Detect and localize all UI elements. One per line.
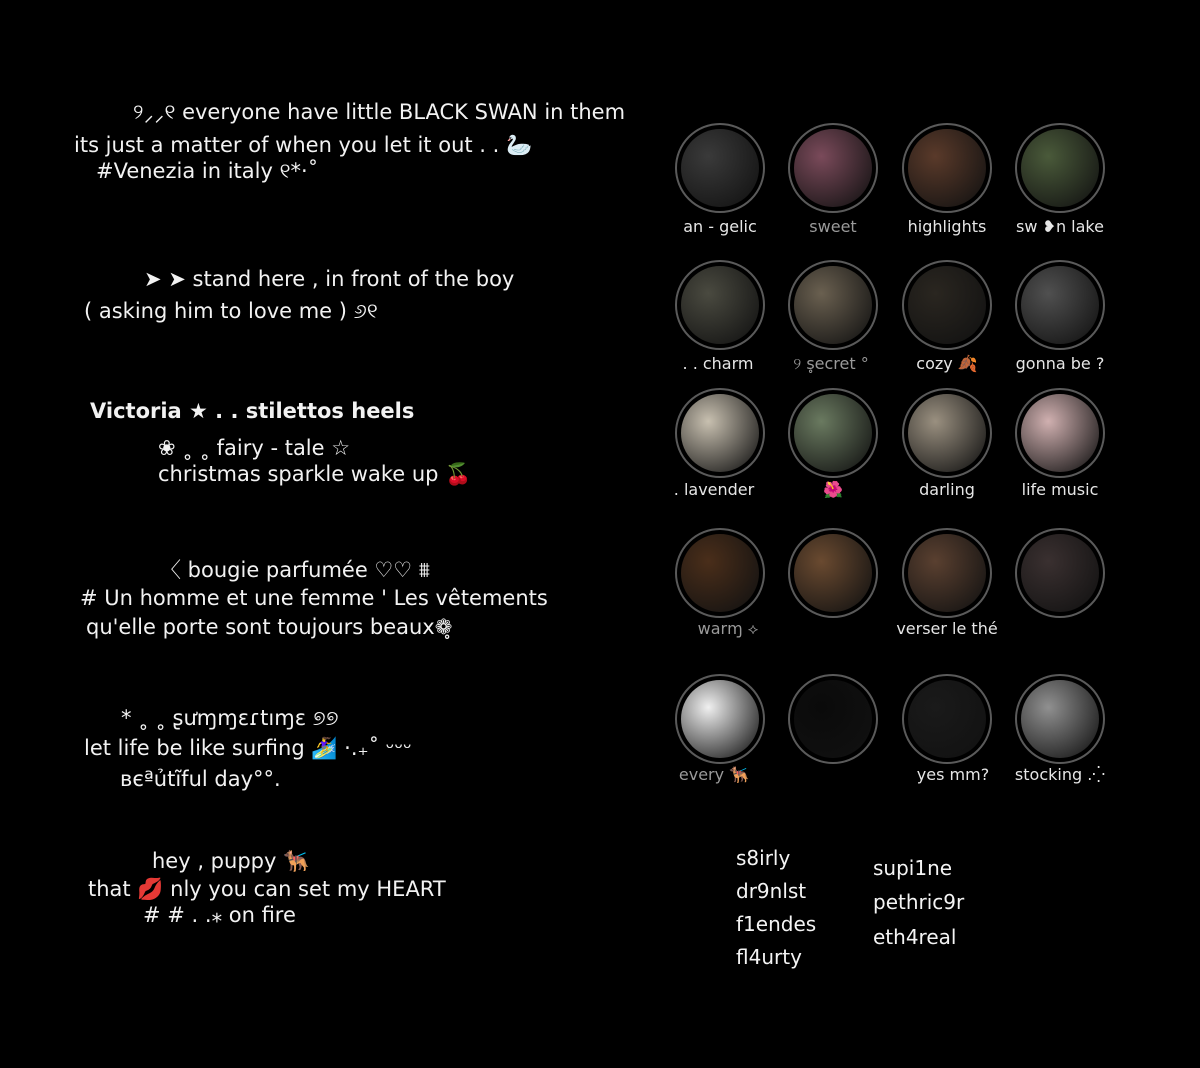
poem-line: #Venezia in italy ୧*·˚ (96, 159, 319, 183)
highlight-image (794, 680, 872, 758)
story-highlight[interactable] (892, 528, 1002, 641)
highlight-label: warɱ ⟡ (697, 619, 759, 638)
poem-line: that 💋 nly you can set my HEART (88, 877, 446, 901)
story-highlight[interactable] (1005, 528, 1115, 641)
highlight-label: sweet (809, 217, 857, 236)
highlight-image (908, 394, 986, 472)
highlight-cover[interactable] (902, 674, 992, 764)
poem-line: # # . .⁎ on fire (143, 903, 296, 927)
story-highlight[interactable] (665, 260, 775, 376)
highlight-cover[interactable] (675, 674, 765, 764)
highlight-image (908, 266, 986, 344)
story-highlight[interactable] (778, 260, 888, 376)
story-highlight[interactable] (1005, 123, 1115, 239)
highlight-label: life music (1021, 480, 1099, 499)
highlight-cover[interactable] (788, 260, 878, 350)
poem-line: вєªủtĩful day°°. (120, 767, 281, 791)
highlight-image (794, 394, 872, 472)
highlight-cover[interactable] (902, 260, 992, 350)
highlight-image (908, 680, 986, 758)
highlight-cover[interactable] (1015, 674, 1105, 764)
highlight-cover[interactable] (1015, 260, 1105, 350)
highlight-image (1021, 129, 1099, 207)
highlight-image (1021, 394, 1099, 472)
poem-line: qu'elle porte sont toujours beaux❁̥ (86, 615, 453, 639)
story-highlight[interactable] (665, 388, 775, 502)
highlight-cover[interactable] (675, 388, 765, 478)
highlight-label: cozy 🍂 (916, 354, 978, 373)
highlight-cover[interactable] (1015, 528, 1105, 618)
highlight-image (681, 266, 759, 344)
story-highlight[interactable] (1005, 674, 1115, 787)
story-highlight[interactable] (665, 123, 775, 239)
highlight-label: yes mm? (916, 765, 990, 784)
story-highlight[interactable] (778, 388, 888, 502)
poem-line: 〈 bougie parfumée ♡♡ ⩩ (160, 558, 430, 582)
highlight-label: ୨ s̥ecret ° (793, 354, 869, 373)
poem-line: hey , puppy 🐕‍🦺 (152, 849, 310, 873)
highlight-image (794, 266, 872, 344)
highlight-image (908, 129, 986, 207)
highlight-image (908, 534, 986, 612)
story-highlight[interactable] (778, 528, 888, 641)
highlight-image (1021, 266, 1099, 344)
highlight-label: . . charm (682, 354, 754, 373)
poem-line: ( asking him to love me ) ୬୧ (84, 299, 378, 323)
story-highlight[interactable] (892, 674, 1002, 787)
story-highlight[interactable] (778, 123, 888, 239)
account-handle[interactable]: supi1ne (873, 856, 953, 880)
highlight-cover[interactable] (788, 123, 878, 213)
account-handle[interactable]: f1endes (736, 912, 817, 936)
account-handle[interactable]: dr9nlst (736, 879, 807, 903)
story-highlight[interactable] (778, 674, 888, 787)
highlight-label: . lavender (673, 480, 755, 499)
highlight-cover[interactable] (1015, 388, 1105, 478)
poem-line: Victoria ★ . . stilettos heels (90, 399, 415, 423)
highlight-image (1021, 680, 1099, 758)
poem-line: let life be like surfing 🏄‍♀️ ·.₊˚ ᵕᵕᵕ (84, 736, 412, 760)
highlight-label: stocking .⁛ (1014, 765, 1106, 784)
highlight-cover[interactable] (675, 123, 765, 213)
story-highlight[interactable] (1005, 260, 1115, 376)
highlight-cover[interactable] (675, 528, 765, 618)
highlight-image (794, 129, 872, 207)
poem-line: its just a matter of when you let it out . . 🦢 (74, 133, 533, 157)
highlight-cover[interactable] (675, 260, 765, 350)
story-highlight[interactable] (665, 528, 775, 641)
highlight-label: sw ❥n lake (1016, 217, 1104, 236)
account-handle[interactable]: eth4real (873, 925, 957, 949)
highlight-cover[interactable] (902, 528, 992, 618)
story-highlight[interactable] (665, 674, 775, 787)
highlight-image (681, 680, 759, 758)
highlight-cover[interactable] (902, 388, 992, 478)
highlight-image (794, 534, 872, 612)
poem-line: * ˳ ˳ ʂưɱɱɛɾtıɱɛ ୭୭ (121, 706, 339, 730)
highlight-label: gonna be ? (1015, 354, 1105, 373)
poem-line: ୨⸝⸝୧ everyone have little BLACK SWAN in them (133, 100, 626, 124)
highlight-image (681, 394, 759, 472)
account-handle[interactable]: pethric9r (873, 890, 965, 914)
account-handle[interactable]: fl4urty (736, 945, 802, 969)
highlight-label: 🌺 (823, 480, 843, 499)
highlight-label: darling (919, 480, 975, 499)
poem-line: christmas sparkle wake up 🍒 (158, 462, 472, 486)
highlight-label: highlights (907, 217, 987, 236)
highlight-cover[interactable] (788, 388, 878, 478)
highlight-label: verser le thé (896, 619, 998, 638)
highlight-image (681, 534, 759, 612)
highlight-cover[interactable] (902, 123, 992, 213)
poem-line: ➤ ➤ stand here , in front of the boy (144, 267, 515, 291)
highlight-cover[interactable] (788, 674, 878, 764)
highlight-label: an - gelic (683, 217, 757, 236)
account-handle[interactable]: s8irly (736, 846, 791, 870)
story-highlight[interactable] (892, 123, 1002, 239)
story-highlight[interactable] (1005, 388, 1115, 502)
story-highlight[interactable] (892, 388, 1002, 502)
highlight-label: every 🐕‍🦺 (678, 765, 750, 784)
story-highlight[interactable] (892, 260, 1002, 376)
poem-line: # Un homme et une femme ' Les vêtements (80, 586, 548, 610)
highlight-cover[interactable] (788, 528, 878, 618)
poem-line: ❀ ˳ ˳ fairy - tale ☆ (158, 436, 351, 460)
highlight-image (1021, 534, 1099, 612)
highlight-image (681, 129, 759, 207)
highlight-cover[interactable] (1015, 123, 1105, 213)
